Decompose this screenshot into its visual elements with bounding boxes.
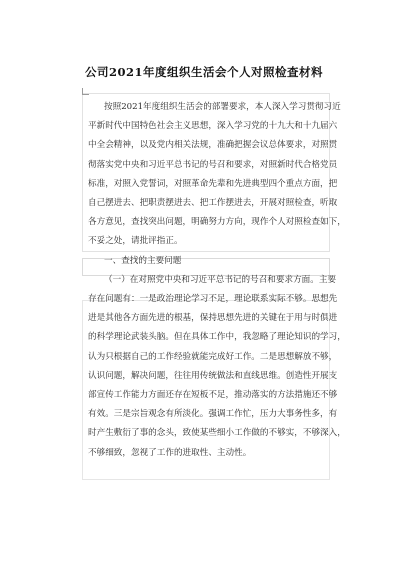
section-heading: 一、查找的主要问题 bbox=[104, 255, 182, 266]
text-line: 平新时代中国特色社会主义思想，深入学习党的十九大和十九届六 bbox=[88, 121, 338, 132]
text-line: 时产生敷衍了事的念头，致使某些细小工作做的不够实，不够深入， bbox=[88, 428, 346, 439]
text-line: 存在问题有：一是政治理论学习不足，理论联系实际不够。思想先 bbox=[88, 294, 338, 305]
text-line: 自己摆进去、把职责摆进去、把工作摆进去，开展对照检查，听取 bbox=[88, 198, 338, 209]
text-line: 各方意见，查找突出问题，明确努力方向，现作个人对照检查如下， bbox=[88, 217, 346, 228]
document-title: 公司2021年度组织生活会个人对照检查材料 bbox=[84, 65, 323, 79]
text-line: 的科学理论武装头脑。但在具体工作中，我忽略了理论知识的学习， bbox=[88, 332, 346, 343]
text-line: 部宣传工作能力方面还存在短板不足，推动落实的方法措施还不够 bbox=[88, 390, 338, 401]
text-line: 按照2021年度组织生活会的部署要求，本人深入学习贯彻习近 bbox=[104, 102, 341, 112]
text-line: 标准，对照入党誓词，对照革命先辈和先进典型四个重点方面，把 bbox=[88, 178, 338, 189]
subsection-paragraph bbox=[88, 271, 346, 463]
intro-paragraph bbox=[88, 98, 346, 252]
text-line: （一）在对照党中央和习近平总书记的号召和要求方面。主要 bbox=[104, 274, 337, 285]
text-line: 彻落实党中央和习近平总书记的号召和要求，对照新时代合格党员 bbox=[88, 159, 338, 170]
document-body bbox=[88, 98, 346, 463]
text-line: 中全会精神，以及党内相关法规，准确把握会议总体要求，对照贯 bbox=[88, 140, 338, 151]
text-line: 不妥之处，请批评指正。 bbox=[88, 236, 183, 247]
text-line: 不够细致，忽视了工作的进取性、主动性。 bbox=[88, 447, 252, 458]
text-line: 认为只根据自己的工作经验就能完成好工作。二是思想解放不够， bbox=[88, 351, 338, 362]
text-line: 有效。三是宗旨观念有所淡化。强调工作忙，压力大事务性多，有 bbox=[88, 409, 338, 420]
frame-corner-mark bbox=[82, 88, 89, 95]
text-line: 进是其他各方面先进的根基，保持思想先进的关键在于用与时俱进 bbox=[88, 313, 338, 324]
text-line: 认识问题，解决问题，往往用传统做法和直线思维。创造性开展支 bbox=[88, 370, 338, 381]
